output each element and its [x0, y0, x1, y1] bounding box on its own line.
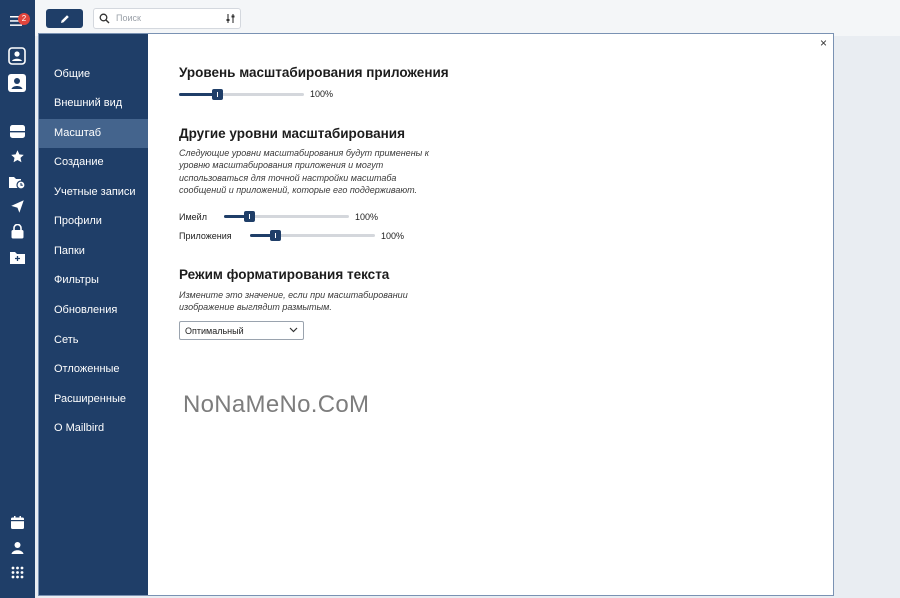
app-rail	[0, 0, 35, 598]
text-mode-select[interactable]	[179, 321, 304, 340]
nav-item-scale[interactable]: Масштаб	[39, 119, 148, 148]
nav-item-profiles[interactable]: Профили	[54, 215, 102, 227]
nav-item-appearance[interactable]: Внешний вид	[54, 97, 123, 109]
search-box[interactable]	[93, 8, 241, 29]
nav-item-compose[interactable]: Создание	[54, 156, 104, 168]
nav-item-snoozed[interactable]: Отложенные	[54, 363, 120, 375]
unread-badge: 2	[18, 13, 30, 25]
watermark: NoNaMeNo.CoM	[183, 391, 370, 418]
top-bar	[35, 0, 900, 36]
other-zoom-description: Следующие уровни масштабирования будут применены к уровню масштабирования приложения и могут использоваться для точной настройки масштаба сообщений и приложений, которые его поддерживают.	[179, 148, 430, 195]
filter-icon	[225, 13, 236, 24]
folder-icon[interactable]	[8, 248, 26, 266]
nav-item-folders[interactable]: Папки	[54, 245, 85, 257]
nav-item-about[interactable]: О Mailbird	[54, 422, 105, 434]
apps-grid-icon[interactable]	[8, 563, 26, 581]
apps-zoom-value: 100%	[381, 231, 405, 241]
settings-dialog	[38, 33, 834, 596]
close-button[interactable]: ×	[819, 36, 827, 50]
email-zoom-slider-thumb[interactable]	[244, 211, 255, 222]
app-zoom-value: 100%	[310, 89, 334, 99]
calendar-icon[interactable]	[8, 513, 26, 531]
contact-card-icon[interactable]	[8, 47, 26, 65]
chevron-down-icon	[289, 327, 298, 333]
email-zoom-slider[interactable]	[224, 211, 349, 222]
person-icon[interactable]	[8, 538, 26, 556]
pencil-icon	[60, 14, 70, 24]
email-zoom-value: 100%	[355, 212, 379, 222]
settings-nav	[39, 34, 148, 595]
compose-button[interactable]	[46, 9, 83, 28]
text-mode-selected-value: Оптимальный	[185, 326, 244, 336]
search-icon	[99, 13, 110, 24]
nav-item-general[interactable]: Общие	[54, 68, 91, 80]
account-icon[interactable]	[8, 74, 26, 92]
apps-zoom-label: Приложения	[179, 231, 232, 241]
app-zoom-title: Уровень масштабирования приложения	[179, 65, 449, 80]
app-zoom-slider[interactable]	[179, 89, 304, 100]
folder-clock-icon[interactable]	[8, 173, 26, 191]
inbox-icon[interactable]	[8, 122, 26, 140]
nav-item-filters[interactable]: Фильтры	[54, 274, 99, 286]
apps-zoom-slider[interactable]	[250, 230, 375, 241]
apps-zoom-slider-thumb[interactable]	[270, 230, 281, 241]
nav-item-network[interactable]: Сеть	[54, 334, 79, 346]
email-zoom-label: Имейл	[179, 212, 207, 222]
text-mode-title: Режим форматирования текста	[179, 267, 390, 282]
star-icon[interactable]	[8, 147, 26, 165]
other-zoom-title: Другие уровни масштабирования	[179, 126, 405, 141]
app-zoom-slider-thumb[interactable]	[212, 89, 223, 100]
send-icon[interactable]	[8, 197, 26, 215]
search-input[interactable]: Поиск	[116, 13, 141, 23]
nav-item-advanced[interactable]: Расширенные	[54, 393, 126, 405]
text-mode-description: Измените это значение, если при масштабировании изображение выглядит размытым.	[179, 290, 408, 313]
lock-folder-icon[interactable]	[8, 222, 26, 240]
nav-item-accounts[interactable]: Учетные записи	[54, 186, 136, 198]
nav-item-updates[interactable]: Обновления	[54, 304, 118, 316]
